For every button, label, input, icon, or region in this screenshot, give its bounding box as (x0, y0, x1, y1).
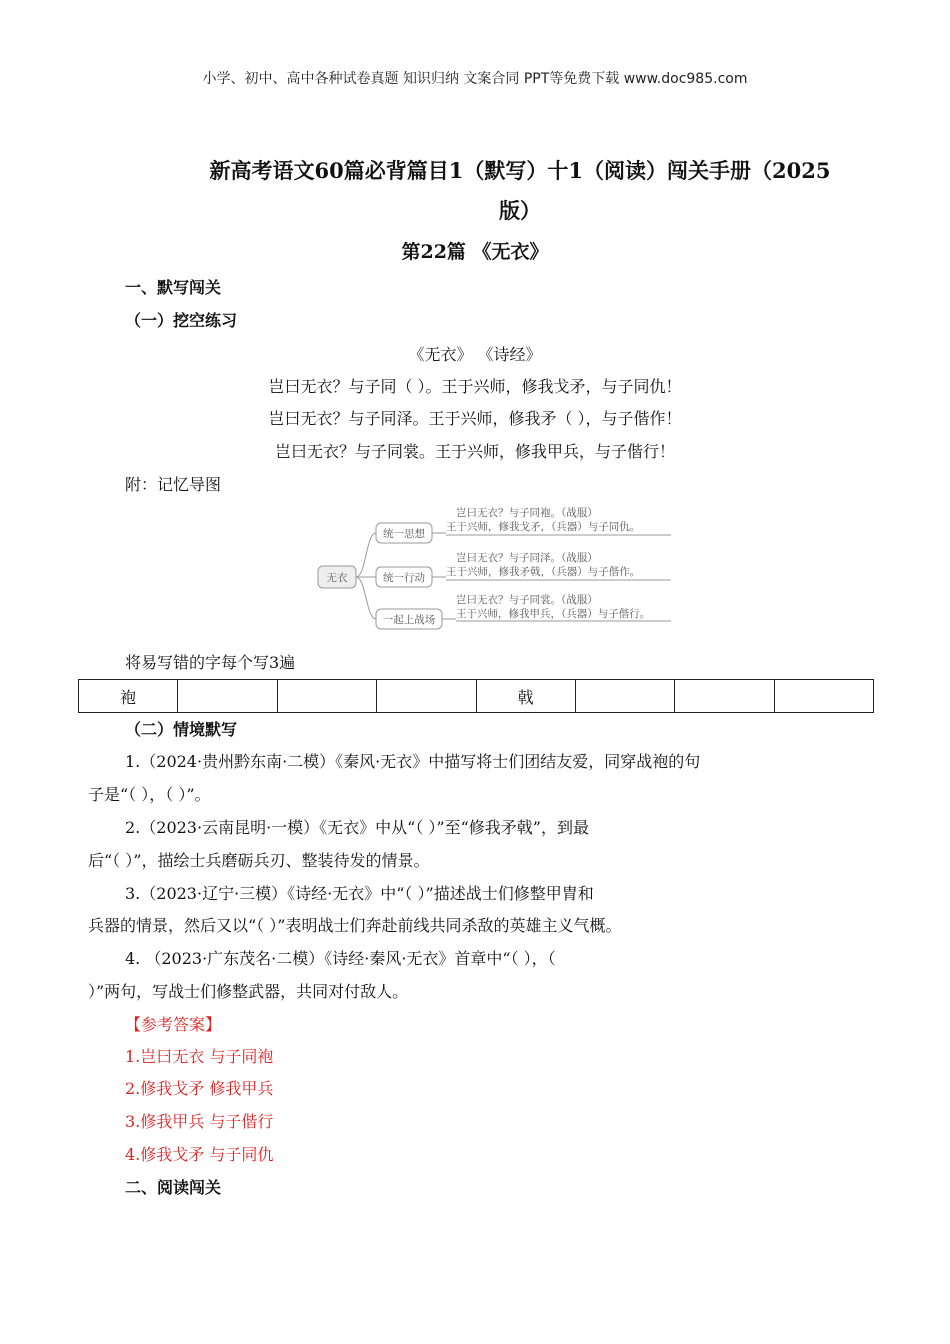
practice-label: 将易写错的字每个写3遍 (125, 653, 296, 672)
section1-heading: 一、默写闯关 (125, 278, 222, 297)
appendix-label: 附：记忆导图 (125, 475, 222, 494)
answer-3: 3.修我甲兵 与子偕行 (125, 1112, 274, 1131)
doc-title-line2: 版） (499, 198, 541, 223)
poem-title: 《无衣》 《诗经》 (408, 345, 542, 364)
section2-heading: 二、阅读闯关 (125, 1178, 222, 1197)
answer-2: 2.修我戈矛 修我甲兵 (125, 1079, 274, 1098)
question-1-line2: 子是“（ ），（ ）”。 (88, 785, 211, 804)
practice-cell[interactable] (774, 680, 873, 713)
answer-heading: 【参考答案】 (125, 1015, 222, 1034)
mm-connector-1 (356, 533, 376, 577)
sub2-heading: （二）情境默写 (125, 720, 238, 739)
question-2-line2: 后“（ ）”，描绘士兵磨砺兵刃、整装待发的情景。 (88, 851, 430, 870)
answer-4: 4.修我戈矛 与子同仇 (125, 1145, 274, 1164)
question-1-line1: 1.（2024·贵州黔东南·二模）《秦风·无衣》中描写将士们团结友爱，同穿战袍的句 (125, 752, 701, 771)
practice-table (78, 679, 874, 713)
question-4-line2: ）”两句，写战士们修整武器，共同对付敌人。 (88, 982, 409, 1001)
mm-branch-2-line2: 王于兴师，修我矛戟，（兵器）与子偕作。 (446, 566, 641, 578)
practice-cell[interactable]: 戟 (476, 680, 575, 713)
sub1-heading: （一）挖空练习 (125, 311, 238, 330)
mm-connector-3 (356, 577, 376, 619)
practice-cell[interactable] (675, 680, 774, 713)
practice-cell[interactable] (575, 680, 674, 713)
question-4-line1: 4. （2023·广东茂名·二模）《诗经·秦风·无衣》首章中“（ ），（ (125, 949, 556, 968)
mm-branch-label-1: 统一思想 (383, 528, 425, 540)
poem-line-1: 岂曰无衣？与子同（ ）。王于兴师，修我戈矛，与子同仇！ (268, 377, 682, 396)
table-row (79, 680, 874, 713)
practice-cell[interactable] (377, 680, 476, 713)
mm-root-label: 无衣 (326, 572, 348, 584)
chapter-title: 第22篇 《无衣》 (401, 241, 549, 263)
practice-cell[interactable] (277, 680, 376, 713)
mm-branch-2-line1: 岂曰无衣？与子同泽。（战服） (456, 552, 598, 564)
practice-cell[interactable] (178, 680, 277, 713)
page-header: 小学、初中、高中各种试卷真题 知识归纳 文案合同 PPT等免费下载 www.doc985.com (202, 71, 748, 87)
mm-branch-1-line2: 王于兴师，修我戈矛，（兵器）与子同仇。 (446, 521, 641, 533)
poem-line-2: 岂曰无衣？与子同泽。王于兴师，修我矛（ ），与子偕作！ (268, 409, 682, 428)
practice-cell[interactable]: 袍 (79, 680, 178, 713)
mm-branch-1-line1: 岂曰无衣？与子同袍。（战服） (456, 507, 598, 519)
mm-branch-label-3: 一起上战场 (382, 614, 436, 626)
question-3-line1: 3.（2023·辽宁·三模）《诗经·无衣》中“（ ）”描述战士们修整甲胄和 (125, 884, 594, 903)
mind-map (316, 500, 676, 630)
mm-branch-3-line1: 岂曰无衣？与子同裳。（战服） (456, 594, 598, 606)
answer-1: 1.岂曰无衣 与子同袍 (125, 1047, 274, 1066)
poem-line-3: 岂曰无衣？与子同裳。王于兴师，修我甲兵，与子偕行！ (274, 442, 675, 461)
mm-branch-label-2: 统一行动 (383, 572, 425, 584)
question-2-line1: 2.（2023·云南昆明·一模）《无衣》中从“（ ）”至“修我矛戟”，到最 (125, 818, 589, 837)
mm-branch-3-line2: 王于兴师，修我甲兵，（兵器）与子偕行。 (456, 608, 651, 620)
doc-title-line1: 新高考语文60篇必背篇目1（默写）十1（阅读）闯关手册（2025 (209, 158, 831, 183)
question-3-line2: 兵器的情景，然后又以“（ ）”表明战士们奔赴前线共同杀敌的英雄主义气概。 (88, 916, 622, 935)
